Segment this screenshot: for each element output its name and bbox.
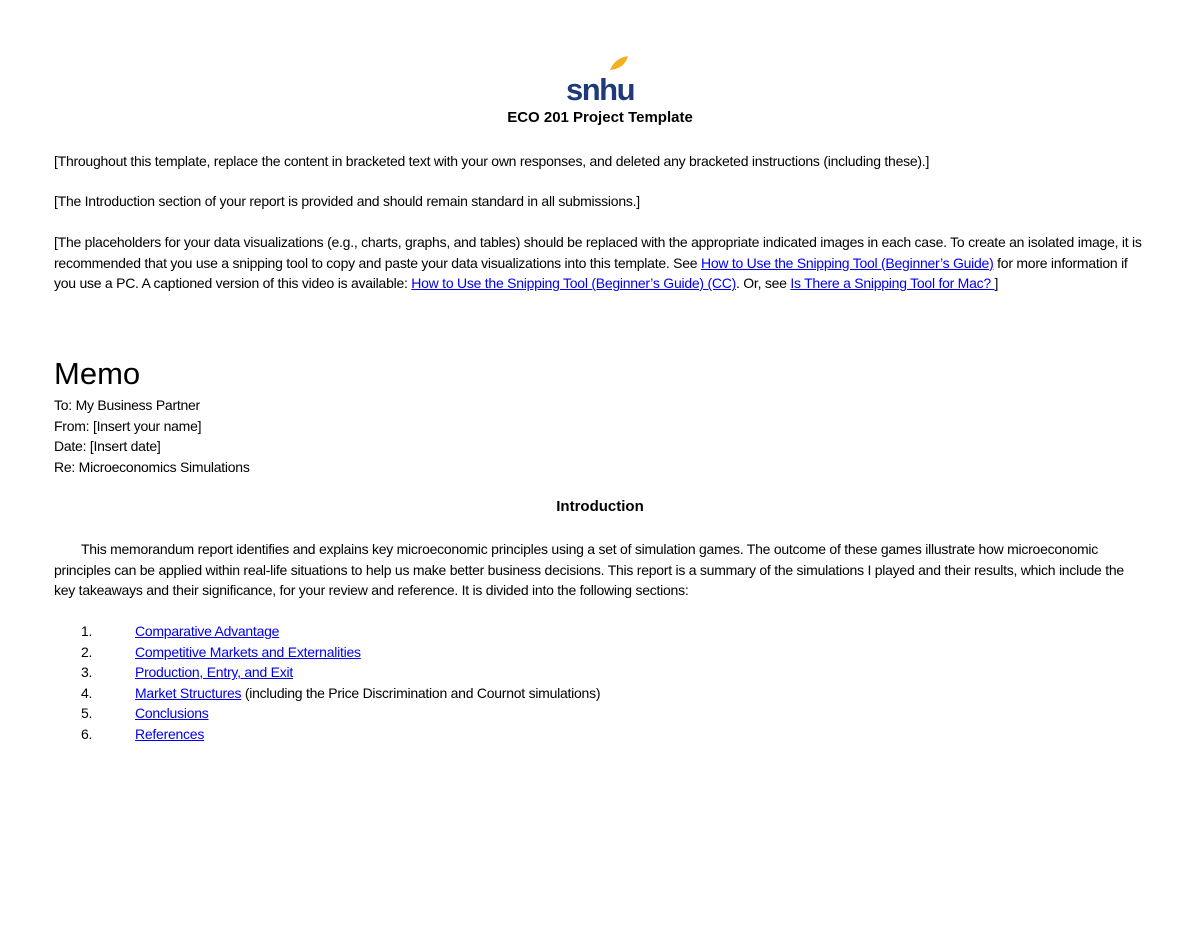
snipping-tool-mac-link[interactable]: Is There a Snipping Tool for Mac? — [790, 275, 995, 292]
text: ] — [994, 275, 999, 292]
text: for more information if you use a PC. A captioned version of this video is available: — [54, 254, 1128, 292]
text: . Or, see — [736, 275, 791, 292]
snipping-tool-guide-link[interactable]: How to Use the Snipping Tool (Beginner’s Guide) — [700, 254, 994, 271]
svg-text:snhu: snhu — [566, 72, 635, 102]
list-number: 3. — [81, 664, 93, 681]
text: [The placeholders for your data visualizations (e.g., charts, graphs, and tables) should be replaced with the appropriate indicated images in each case. To create an isolated image, it is recommended that you use a snipping tool to copy and paste your data visualizations into this template. See — [54, 234, 1142, 271]
list-item — [81, 662, 1141, 683]
document-title: ECO 201 Project Template — [507, 109, 693, 126]
list-item — [81, 642, 1141, 663]
memo-date: Date: [Insert date] — [54, 438, 161, 455]
list-suffix: (including the Price Discrimination and Cournot simulations) — [241, 684, 601, 701]
list-number: 2. — [81, 643, 93, 660]
section-link[interactable]: Competitive Markets and Externalities — [135, 643, 361, 660]
memo-heading: Memo — [54, 356, 141, 391]
list-item — [81, 621, 1141, 642]
list-number: 5. — [81, 705, 93, 722]
memo-to: To: My Business Partner — [54, 397, 200, 413]
section-link[interactable]: References — [135, 725, 205, 742]
section-link[interactable]: Market Structures — [135, 684, 242, 701]
instruction-paragraph-1: [Throughout this template, replace the content in bracketed text with your own responses, and deleted any bracketed instructions (including these).] — [54, 153, 930, 169]
list-number: 1. — [81, 623, 93, 639]
list-item — [81, 683, 1141, 704]
section-link[interactable]: Conclusions — [135, 705, 209, 722]
memo-re: Re: Microeconomics Simulations — [54, 458, 250, 475]
list-item — [81, 724, 1141, 745]
instruction-paragraph-2: [The Introduction section of your report is provided and should remain standard in all submissions.] — [54, 193, 640, 209]
memo-header — [54, 395, 1146, 477]
snhu-logo — [566, 56, 636, 102]
introduction-heading: Introduction — [556, 498, 644, 515]
section-list — [81, 621, 1141, 745]
introduction-body: This memorandum report identifies and explains key microeconomic principles using a set of simulation games. The outcome of these games illustrate how microeconomic principles can be applied within real-life situations to help us make better business decisions. This report is a summary of the simulations I played and their results, which include the key takeaways and their significance, for your review and reference. It is divided into the following sections: — [54, 541, 1124, 599]
memo-from: From: [Insert your name] — [54, 417, 202, 434]
list-number: 4. — [81, 684, 93, 701]
section-link[interactable]: Production, Entry, and Exit — [135, 664, 293, 681]
instruction-paragraph-3 — [54, 232, 1146, 294]
snipping-tool-cc-link[interactable]: How to Use the Snipping Tool (Beginner’s Guide) (CC) — [411, 275, 737, 292]
list-item — [81, 703, 1141, 724]
list-number: 6. — [81, 725, 93, 742]
section-link[interactable]: Comparative Advantage — [135, 623, 280, 639]
